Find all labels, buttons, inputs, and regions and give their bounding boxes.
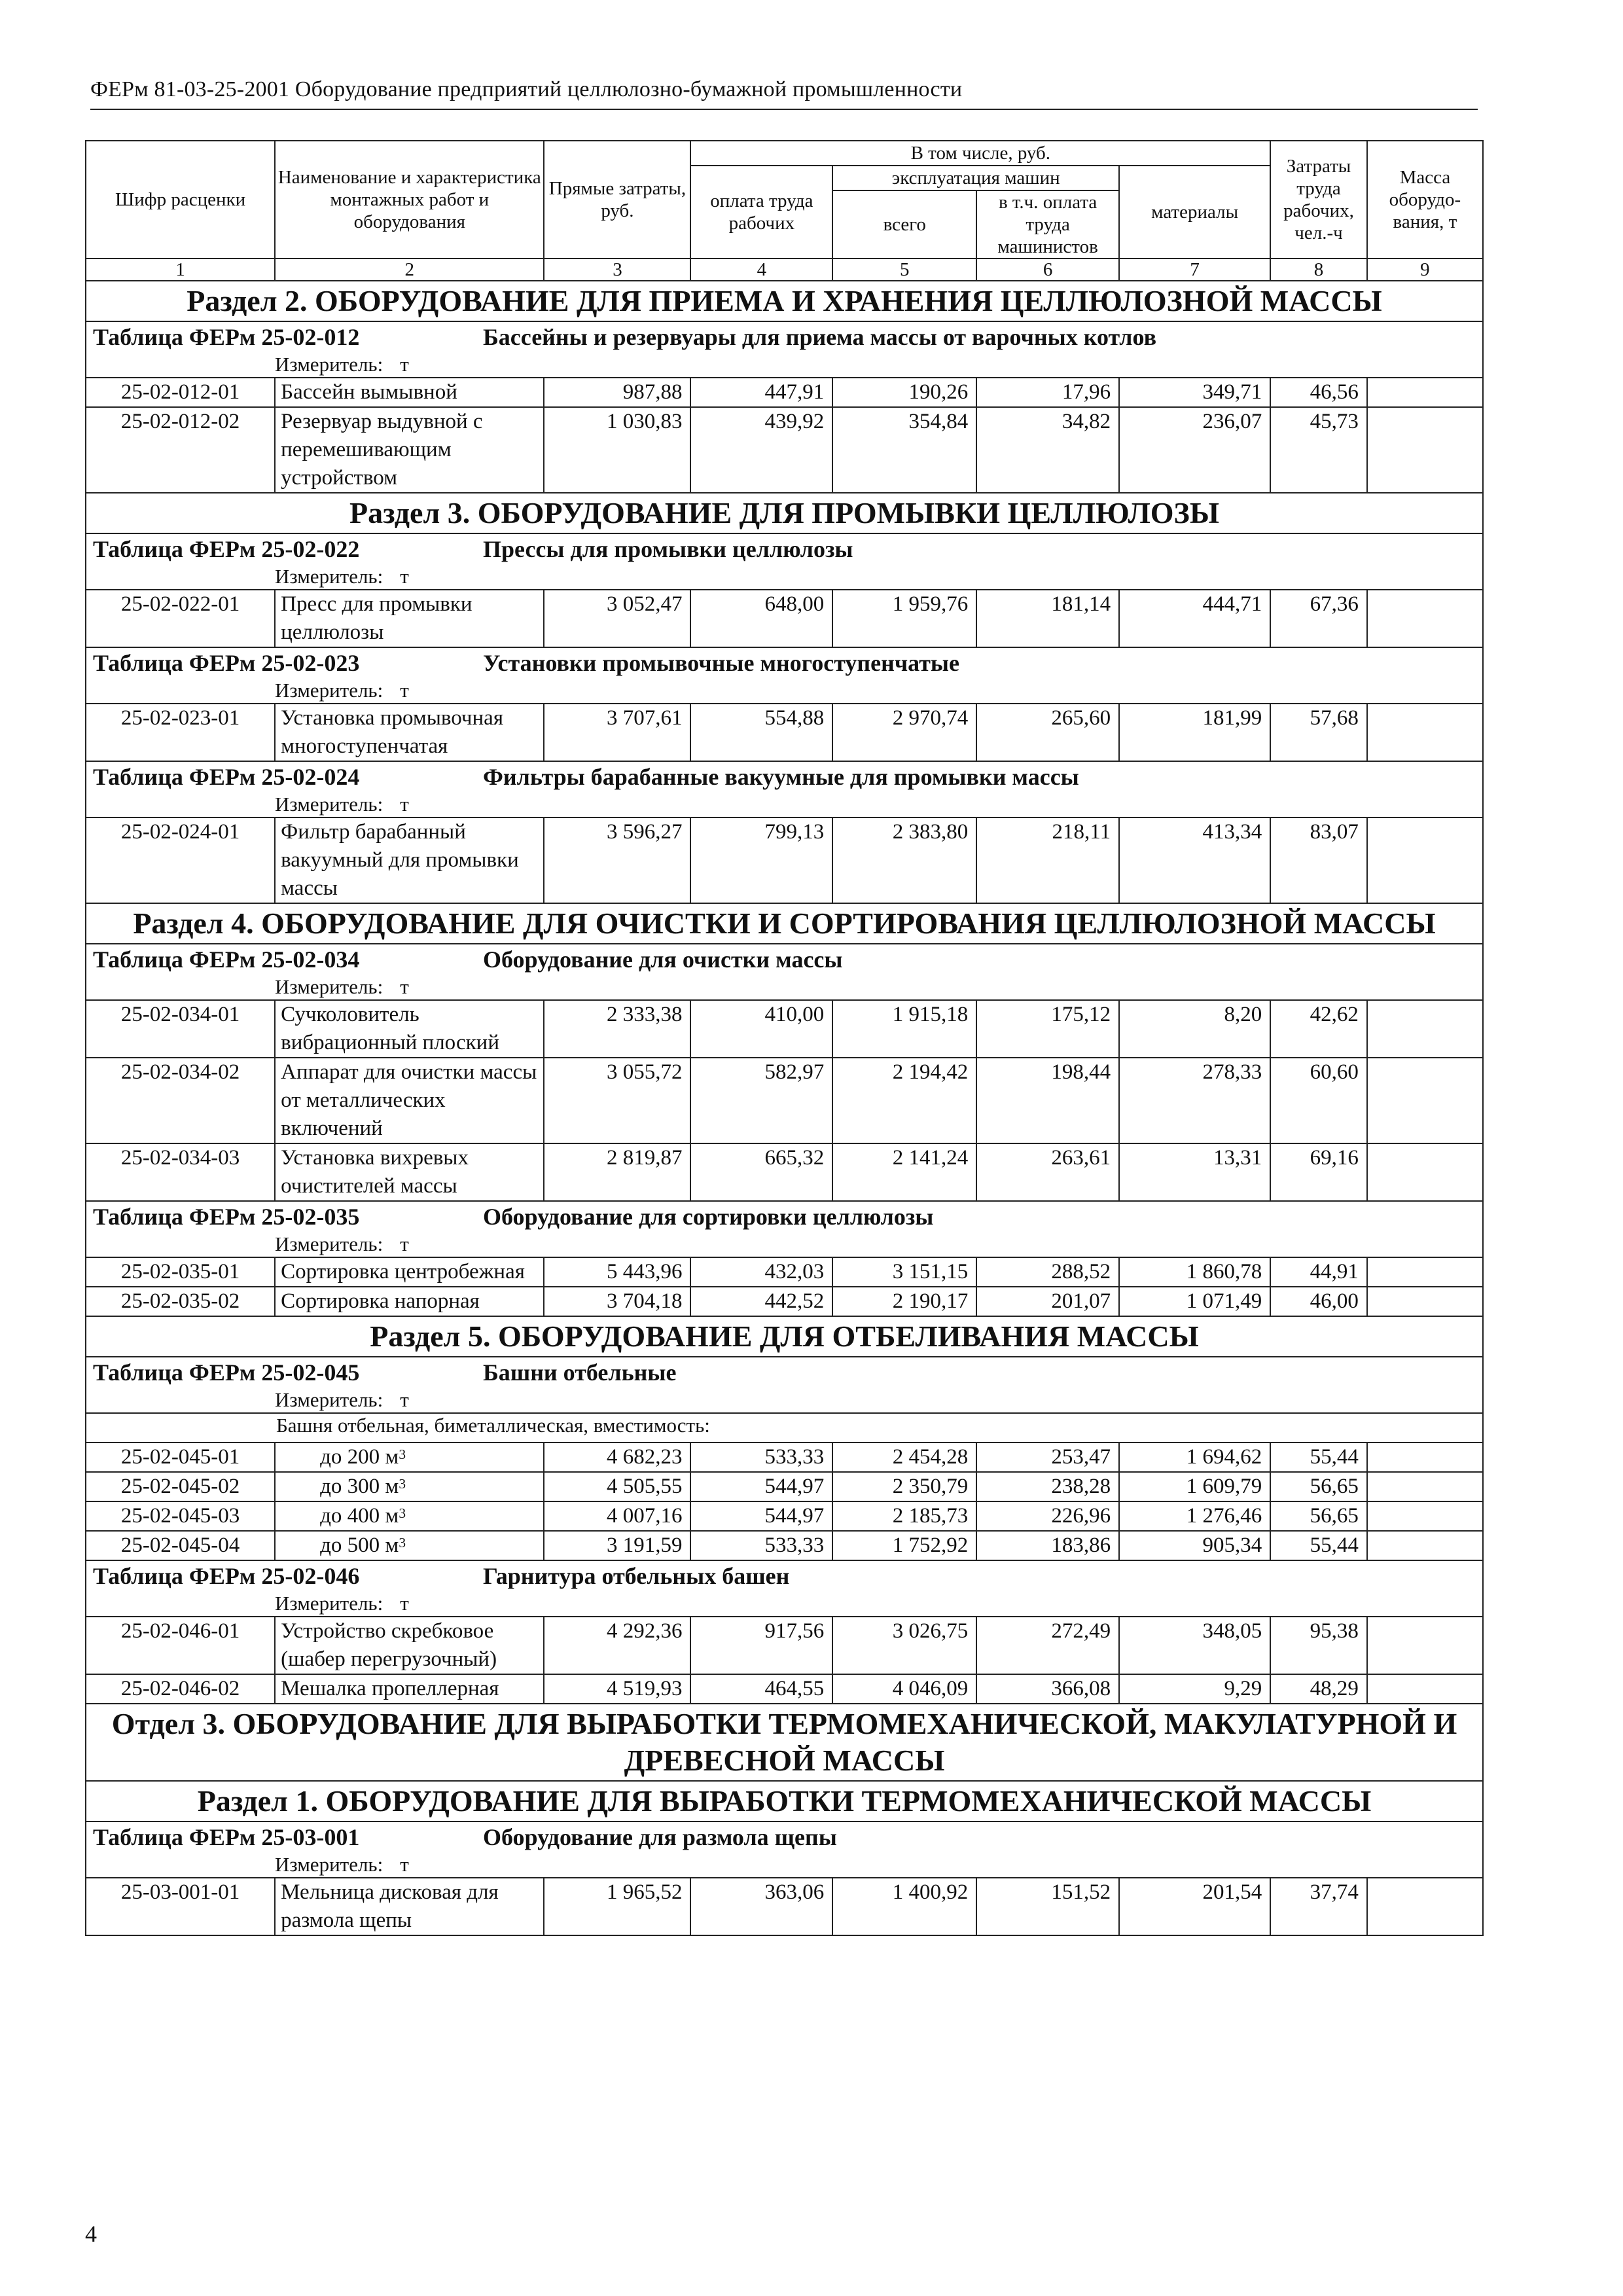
section-row (86, 1316, 1483, 1357)
table-code: Таблица ФЕРм 25-02-046 (93, 1563, 360, 1589)
measure-cell (86, 678, 1483, 704)
col-header-labor: Затраты труда рабочих, чел.-ч (1270, 141, 1367, 259)
equipment-mass (1367, 1617, 1483, 1674)
col-number: 9 (1367, 259, 1483, 281)
labor-hours: 48,29 (1270, 1674, 1367, 1704)
wages-cost: 439,92 (690, 407, 832, 493)
direct-cost: 3 191,59 (544, 1531, 690, 1560)
work-name: Резервуар выдувной с перемешивающим устройством (275, 407, 544, 493)
direct-cost: 3 055,72 (544, 1058, 690, 1143)
work-name-text: до 500 м (320, 1534, 399, 1557)
table-row (86, 407, 1483, 493)
measure-cell (86, 564, 1483, 590)
measure-cell (86, 1232, 1483, 1257)
work-name: Сортировка напорная (275, 1287, 544, 1316)
machines-cost: 3 026,75 (832, 1617, 976, 1674)
materials-cost: 348,05 (1119, 1617, 1270, 1674)
table-row (86, 1443, 1483, 1472)
col-number: 5 (832, 259, 976, 281)
direct-cost: 2 333,38 (544, 1000, 690, 1058)
rate-code: 25-02-045-04 (86, 1531, 275, 1560)
equipment-mass (1367, 1674, 1483, 1704)
table-title-row (86, 1560, 1483, 1591)
machines-cost: 1 915,18 (832, 1000, 976, 1058)
direct-cost: 2 819,87 (544, 1143, 690, 1201)
table-name: Оборудование для сортировки целлюлозы (483, 1204, 934, 1230)
rate-code: 25-02-023-01 (86, 704, 275, 761)
rate-code: 25-02-034-01 (86, 1000, 275, 1058)
machines-cost: 1 959,76 (832, 590, 976, 647)
machinist-wages: 17,96 (976, 378, 1119, 407)
table-title-row (86, 944, 1483, 975)
labor-hours: 67,36 (1270, 590, 1367, 647)
machines-cost: 2 383,80 (832, 817, 976, 903)
wages-cost: 432,03 (690, 1257, 832, 1287)
wages-cost: 447,91 (690, 378, 832, 407)
table-name: Установки промывочные многоступенчатые (483, 650, 960, 676)
labor-hours: 37,74 (1270, 1878, 1367, 1935)
col-header-mach-wages: в т.ч. оплата труда машинистов (976, 190, 1119, 259)
table-code: Таблица ФЕРм 25-02-024 (93, 764, 360, 790)
direct-cost: 1 030,83 (544, 407, 690, 493)
table-row (86, 1000, 1483, 1058)
measure-cell (86, 975, 1483, 1000)
equipment-mass (1367, 1443, 1483, 1472)
table-title (86, 533, 1483, 564)
wages-cost: 544,97 (690, 1472, 832, 1501)
machines-cost: 3 151,15 (832, 1257, 976, 1287)
table-name: Оборудование для размола щепы (483, 1824, 837, 1850)
labor-hours: 69,16 (1270, 1143, 1367, 1201)
col-number: 4 (690, 259, 832, 281)
equipment-mass (1367, 817, 1483, 903)
measure-cell (86, 792, 1483, 817)
equipment-mass (1367, 704, 1483, 761)
direct-cost: 3 596,27 (544, 817, 690, 903)
unit-superscript: 3 (399, 1476, 406, 1492)
direct-cost: 4 519,93 (544, 1674, 690, 1704)
table-name: Прессы для промывки целлюлозы (483, 536, 853, 562)
materials-cost: 9,29 (1119, 1674, 1270, 1704)
machinist-wages: 181,14 (976, 590, 1119, 647)
col-header-direct: Прямые затраты, руб. (544, 141, 690, 259)
machines-cost: 2 350,79 (832, 1472, 976, 1501)
labor-hours: 56,65 (1270, 1472, 1367, 1501)
section-heading: Раздел 5. ОБОРУДОВАНИЕ ДЛЯ ОТБЕЛИВАНИЯ МАССЫ (86, 1316, 1483, 1357)
machines-cost: 2 454,28 (832, 1443, 976, 1472)
table-title-row (86, 1357, 1483, 1388)
wages-cost: 533,33 (690, 1443, 832, 1472)
table-name: Гарнитура отбельных башен (483, 1563, 790, 1589)
machines-cost: 2 185,73 (832, 1501, 976, 1531)
measure-unit: т (400, 793, 409, 816)
table-row (86, 590, 1483, 647)
measure-cell (86, 1852, 1483, 1878)
measure-row (86, 1388, 1483, 1413)
machines-cost: 2 141,24 (832, 1143, 976, 1201)
work-name: Мельница дисковая для размола щепы (275, 1878, 544, 1935)
rate-code: 25-02-045-03 (86, 1501, 275, 1531)
equipment-mass (1367, 1143, 1483, 1201)
measure-row (86, 1232, 1483, 1257)
work-name: Аппарат для очистки массы от металлических включений (275, 1058, 544, 1143)
work-name: Сучколовитель вибрационный плоский (275, 1000, 544, 1058)
machinist-wages: 238,28 (976, 1472, 1119, 1501)
table-code: Таблица ФЕРм 25-03-001 (93, 1824, 360, 1850)
table-row (86, 1287, 1483, 1316)
machinist-wages: 218,11 (976, 817, 1119, 903)
page-number: 4 (85, 2221, 97, 2247)
machinist-wages: 34,82 (976, 407, 1119, 493)
table-title-row (86, 647, 1483, 678)
unit-superscript: 3 (399, 1446, 406, 1462)
col-header-machines: эксплуатация машин (832, 166, 1119, 190)
work-name (275, 1472, 544, 1501)
col-header-code: Шифр расценки (86, 141, 275, 259)
table-name: Бассейны и резервуары для приема массы от варочных котлов (483, 324, 1157, 350)
work-name: Сортировка центробежная (275, 1257, 544, 1287)
col-header-mach-total: всего (832, 190, 976, 259)
wages-cost: 917,56 (690, 1617, 832, 1674)
col-number: 6 (976, 259, 1119, 281)
table-code: Таблица ФЕРм 25-02-035 (93, 1204, 360, 1230)
section-heading: Раздел 4. ОБОРУДОВАНИЕ ДЛЯ ОЧИСТКИ И СОРТИРОВАНИЯ ЦЕЛЛЮЛОЗНОЙ МАССЫ (86, 903, 1483, 944)
machinist-wages: 263,61 (976, 1143, 1119, 1201)
wages-cost: 442,52 (690, 1287, 832, 1316)
materials-cost: 905,34 (1119, 1531, 1270, 1560)
machines-cost: 354,84 (832, 407, 976, 493)
machines-cost: 2 194,42 (832, 1058, 976, 1143)
table-code: Таблица ФЕРм 25-02-045 (93, 1359, 360, 1386)
materials-cost: 181,99 (1119, 704, 1270, 761)
materials-cost: 1 694,62 (1119, 1443, 1270, 1472)
table-title (86, 944, 1483, 975)
materials-cost: 13,31 (1119, 1143, 1270, 1201)
labor-hours: 44,91 (1270, 1257, 1367, 1287)
table-name: Оборудование для очистки массы (483, 946, 843, 973)
rate-code: 25-02-034-02 (86, 1058, 275, 1143)
table-code: Таблица ФЕРм 25-02-023 (93, 650, 360, 676)
work-name (275, 1501, 544, 1531)
table-title (86, 1357, 1483, 1388)
measure-row (86, 792, 1483, 817)
rate-code: 25-02-022-01 (86, 590, 275, 647)
labor-hours: 56,65 (1270, 1501, 1367, 1531)
measure-label: Измеритель: (275, 975, 383, 998)
direct-cost: 4 007,16 (544, 1501, 690, 1531)
materials-cost: 201,54 (1119, 1878, 1270, 1935)
measure-unit: т (400, 975, 409, 998)
section-row (86, 281, 1483, 321)
table-title (86, 1560, 1483, 1591)
materials-cost: 349,71 (1119, 378, 1270, 407)
table-title (86, 1201, 1483, 1232)
table-row (86, 1617, 1483, 1674)
measure-row (86, 678, 1483, 704)
equipment-mass (1367, 1058, 1483, 1143)
table-row (86, 1257, 1483, 1287)
work-name: Пресс для промывки целлюлозы (275, 590, 544, 647)
measure-cell (86, 1388, 1483, 1413)
header-rule (90, 109, 1478, 110)
table-row (86, 1674, 1483, 1704)
machinist-wages: 175,12 (976, 1000, 1119, 1058)
equipment-mass (1367, 1257, 1483, 1287)
measure-row (86, 1591, 1483, 1617)
section-row (86, 903, 1483, 944)
machines-cost: 4 046,09 (832, 1674, 976, 1704)
labor-hours: 57,68 (1270, 704, 1367, 761)
labor-hours: 95,38 (1270, 1617, 1367, 1674)
col-header-group: В том числе, руб. (690, 141, 1270, 166)
direct-cost: 4 505,55 (544, 1472, 690, 1501)
materials-cost: 1 609,79 (1119, 1472, 1270, 1501)
col-number: 2 (275, 259, 544, 281)
measure-unit: т (400, 1592, 409, 1615)
machinist-wages: 201,07 (976, 1287, 1119, 1316)
table-title (86, 647, 1483, 678)
machines-cost: 190,26 (832, 378, 976, 407)
col-header-materials: материалы (1119, 166, 1270, 259)
wages-cost: 410,00 (690, 1000, 832, 1058)
table-name: Башни отбельные (483, 1359, 677, 1386)
machines-cost: 2 190,17 (832, 1287, 976, 1316)
direct-cost: 4 292,36 (544, 1617, 690, 1674)
table-row (86, 1472, 1483, 1501)
work-name: Фильтр барабанный вакуумный для промывки массы (275, 817, 544, 903)
materials-cost: 413,34 (1119, 817, 1270, 903)
direct-cost: 3 052,47 (544, 590, 690, 647)
labor-hours: 83,07 (1270, 817, 1367, 903)
table-row (86, 1878, 1483, 1935)
measure-unit: т (400, 679, 409, 702)
work-name-text: до 400 м (320, 1504, 399, 1528)
rate-code: 25-02-045-01 (86, 1443, 275, 1472)
table-row (86, 704, 1483, 761)
machinist-wages: 253,47 (976, 1443, 1119, 1472)
col-number: 1 (86, 259, 275, 281)
section-heading: Раздел 1. ОБОРУДОВАНИЕ ДЛЯ ВЫРАБОТКИ ТЕРМОМЕХАНИЧЕСКОЙ МАССЫ (86, 1781, 1483, 1821)
section-heading: Раздел 3. ОБОРУДОВАНИЕ ДЛЯ ПРОМЫВКИ ЦЕЛЛЮЛОЗЫ (86, 493, 1483, 533)
section-row (86, 493, 1483, 533)
rate-code: 25-02-035-01 (86, 1257, 275, 1287)
col-number: 8 (1270, 259, 1367, 281)
measure-row (86, 564, 1483, 590)
wages-cost: 554,88 (690, 704, 832, 761)
rate-code: 25-02-034-03 (86, 1143, 275, 1201)
work-name (275, 1531, 544, 1560)
materials-cost: 8,20 (1119, 1000, 1270, 1058)
measure-unit: т (400, 1853, 409, 1876)
measure-label: Измеритель: (275, 1592, 383, 1615)
wages-cost: 648,00 (690, 590, 832, 647)
measure-cell (86, 1591, 1483, 1617)
machinist-wages: 366,08 (976, 1674, 1119, 1704)
wages-cost: 363,06 (690, 1878, 832, 1935)
table-subheading: Башня отбельная, биметаллическая, вместимость: (86, 1413, 1483, 1443)
wages-cost: 665,32 (690, 1143, 832, 1201)
table-row (86, 1501, 1483, 1531)
rate-code: 25-02-035-02 (86, 1287, 275, 1316)
equipment-mass (1367, 1878, 1483, 1935)
unit-superscript: 3 (399, 1505, 406, 1521)
direct-cost: 5 443,96 (544, 1257, 690, 1287)
equipment-mass (1367, 407, 1483, 493)
work-name: Бассейн вымывной (275, 378, 544, 407)
labor-hours: 55,44 (1270, 1443, 1367, 1472)
table-row (86, 1143, 1483, 1201)
table-title (86, 761, 1483, 792)
work-name (275, 1443, 544, 1472)
equipment-mass (1367, 378, 1483, 407)
table-code: Таблица ФЕРм 25-02-012 (93, 324, 360, 350)
table-row (86, 1531, 1483, 1560)
labor-hours: 46,00 (1270, 1287, 1367, 1316)
materials-cost: 1 276,46 (1119, 1501, 1270, 1531)
equipment-mass (1367, 1000, 1483, 1058)
work-name: Мешалка пропеллерная (275, 1674, 544, 1704)
equipment-mass (1367, 1472, 1483, 1501)
machinist-wages: 288,52 (976, 1257, 1119, 1287)
section-row (86, 1781, 1483, 1821)
measure-label: Измеритель: (275, 1853, 383, 1876)
unit-superscript: 3 (399, 1535, 406, 1551)
machinist-wages: 272,49 (976, 1617, 1119, 1674)
wages-cost: 533,33 (690, 1531, 832, 1560)
rate-code: 25-02-045-02 (86, 1472, 275, 1501)
table-title (86, 321, 1483, 352)
labor-hours: 42,62 (1270, 1000, 1367, 1058)
wages-cost: 464,55 (690, 1674, 832, 1704)
col-header-wages: оплата труда рабочих (690, 166, 832, 259)
measure-unit: т (400, 565, 409, 588)
machines-cost: 1 400,92 (832, 1878, 976, 1935)
section-heading: Раздел 2. ОБОРУДОВАНИЕ ДЛЯ ПРИЕМА И ХРАНЕНИЯ ЦЕЛЛЮЛОЗНОЙ МАССЫ (86, 281, 1483, 321)
work-name: Установка вихревых очистителей массы (275, 1143, 544, 1201)
section-heading: Отдел 3. ОБОРУДОВАНИЕ ДЛЯ ВЫРАБОТКИ ТЕРМОМЕХАНИЧЕСКОЙ, МАКУЛАТУРНОЙ И ДРЕВЕСНОЙ МАССЫ (86, 1704, 1483, 1781)
col-number: 7 (1119, 259, 1270, 281)
table-title-row (86, 533, 1483, 564)
machinist-wages: 151,52 (976, 1878, 1119, 1935)
table-row (86, 817, 1483, 903)
direct-cost: 3 707,61 (544, 704, 690, 761)
direct-cost: 1 965,52 (544, 1878, 690, 1935)
measure-label: Измеритель: (275, 565, 383, 588)
direct-cost: 4 682,23 (544, 1443, 690, 1472)
equipment-mass (1367, 590, 1483, 647)
table-name: Фильтры барабанные вакуумные для промывки массы (483, 764, 1079, 790)
subheading-row (86, 1413, 1483, 1443)
table-title (86, 1821, 1483, 1852)
machines-cost: 1 752,92 (832, 1531, 976, 1560)
measure-row (86, 975, 1483, 1000)
table-title-row (86, 761, 1483, 792)
direct-cost: 987,88 (544, 378, 690, 407)
labor-hours: 55,44 (1270, 1531, 1367, 1560)
measure-unit: т (400, 1388, 409, 1411)
measure-unit: т (400, 1232, 409, 1255)
wages-cost: 544,97 (690, 1501, 832, 1531)
materials-cost: 1 071,49 (1119, 1287, 1270, 1316)
equipment-mass (1367, 1287, 1483, 1316)
machinist-wages: 183,86 (976, 1531, 1119, 1560)
machinist-wages: 265,60 (976, 704, 1119, 761)
measure-label: Измеритель: (275, 1388, 383, 1411)
rate-code: 25-02-012-02 (86, 407, 275, 493)
materials-cost: 278,33 (1119, 1058, 1270, 1143)
section-row (86, 1704, 1483, 1781)
machinist-wages: 198,44 (976, 1058, 1119, 1143)
table-title-row (86, 1821, 1483, 1852)
rate-code: 25-02-024-01 (86, 817, 275, 903)
measure-label: Измеритель: (275, 353, 383, 376)
equipment-mass (1367, 1531, 1483, 1560)
work-name: Установка промывочная многоступенчатая (275, 704, 544, 761)
table-row (86, 1058, 1483, 1143)
measure-unit: т (400, 353, 409, 376)
price-table (85, 140, 1484, 1936)
direct-cost: 3 704,18 (544, 1287, 690, 1316)
labor-hours: 45,73 (1270, 407, 1367, 493)
table-title-row (86, 1201, 1483, 1232)
equipment-mass (1367, 1501, 1483, 1531)
rate-code: 25-02-012-01 (86, 378, 275, 407)
work-name: Устройство скребковое (шабер перегрузочный) (275, 1617, 544, 1674)
col-number: 3 (544, 259, 690, 281)
labor-hours: 46,56 (1270, 378, 1367, 407)
measure-label: Измеритель: (275, 1232, 383, 1255)
rate-code: 25-02-046-01 (86, 1617, 275, 1674)
measure-row (86, 352, 1483, 378)
materials-cost: 444,71 (1119, 590, 1270, 647)
work-name-text: до 300 м (320, 1475, 399, 1498)
wages-cost: 582,97 (690, 1058, 832, 1143)
table-code: Таблица ФЕРм 25-02-034 (93, 946, 360, 973)
measure-cell (86, 352, 1483, 378)
measure-label: Измеритель: (275, 793, 383, 816)
table-row (86, 378, 1483, 407)
col-header-mass: Масса оборудо-вания, т (1367, 141, 1483, 259)
rate-code: 25-02-046-02 (86, 1674, 275, 1704)
col-header-name: Наименование и характеристика монтажных работ и оборудования (275, 141, 544, 259)
work-name-text: до 200 м (320, 1445, 399, 1469)
table-title-row (86, 321, 1483, 352)
measure-label: Измеритель: (275, 679, 383, 702)
materials-cost: 1 860,78 (1119, 1257, 1270, 1287)
document-header: ФЕРм 81-03-25-2001 Оборудование предприятий целлюлозно-бумажной промышленности (90, 77, 963, 101)
table-code: Таблица ФЕРм 25-02-022 (93, 536, 360, 562)
labor-hours: 60,60 (1270, 1058, 1367, 1143)
materials-cost: 236,07 (1119, 407, 1270, 493)
machinist-wages: 226,96 (976, 1501, 1119, 1531)
machines-cost: 2 970,74 (832, 704, 976, 761)
rate-code: 25-03-001-01 (86, 1878, 275, 1935)
measure-row (86, 1852, 1483, 1878)
wages-cost: 799,13 (690, 817, 832, 903)
